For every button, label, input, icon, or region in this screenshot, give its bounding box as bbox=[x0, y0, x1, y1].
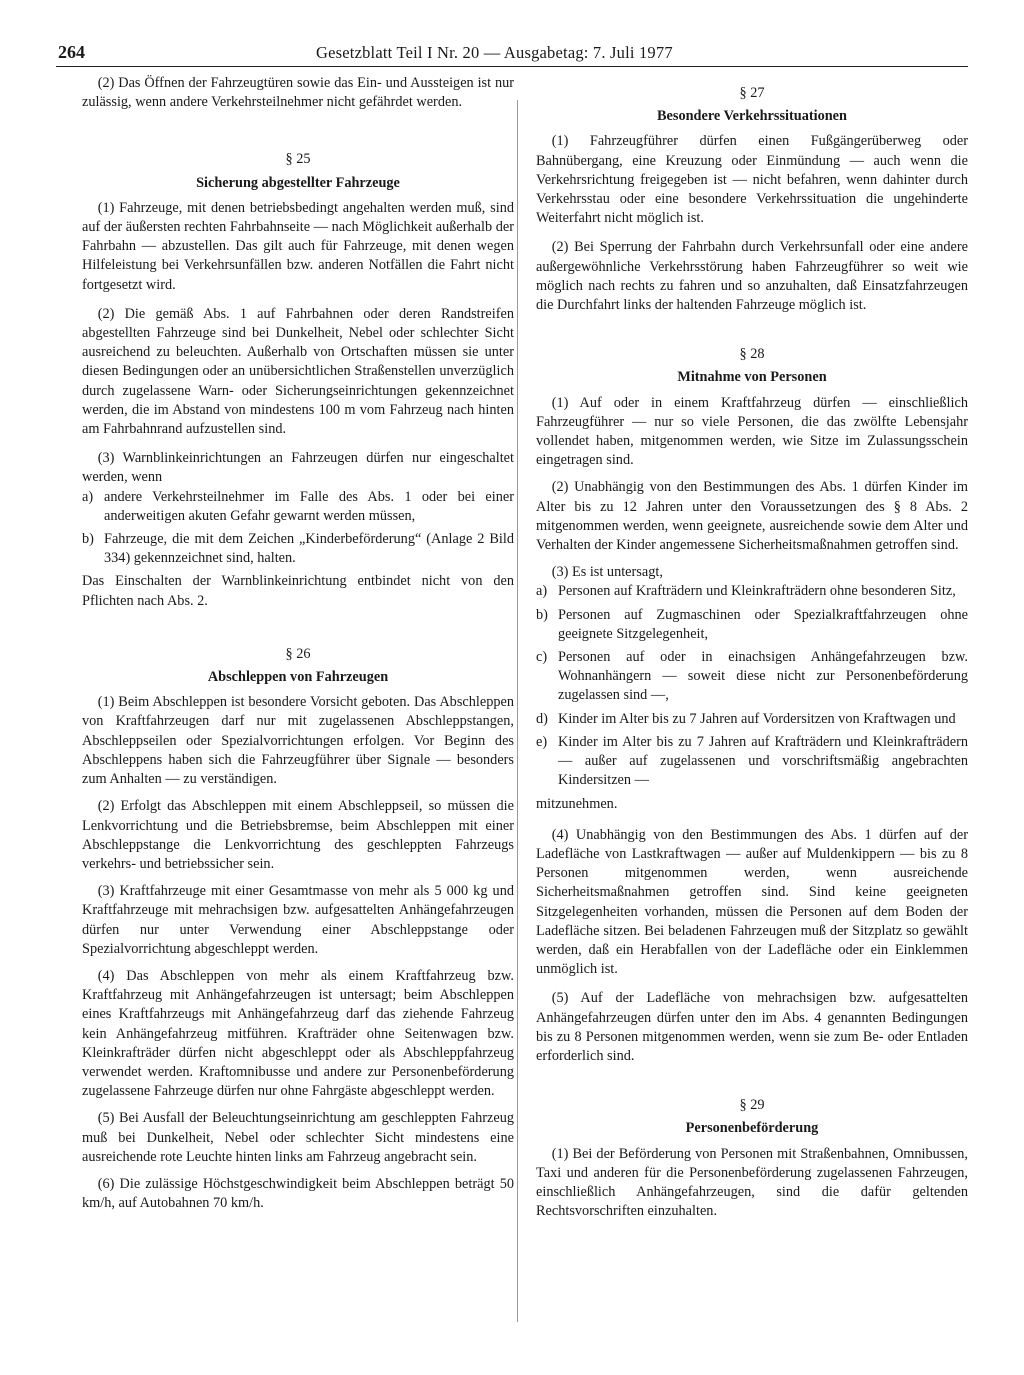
paragraph: (1) Fahrzeugführer dürfen einen Fußgängerüberweg oder Bahnübergang, eine Kreuzung oder Einmündung — auch wenn die Verkehrsrichtung freigegeben ist — nicht befahren, wenn dahinter durch Verkehrsstau oder eine besondere Verkehrssituation die ungehinderte Weiterfahrt nicht möglich ist. bbox=[536, 133, 968, 227]
paragraph: (3) Warnblinkeinrichtungen an Fahrzeugen dürfen nur eingeschaltet werden, wenn bbox=[82, 450, 514, 486]
section-title: Besondere Verkehrssituationen bbox=[657, 108, 847, 125]
list-item-text: Kinder im Alter bis zu 7 Jahren auf Vordersitzen von Kraftwagen und bbox=[558, 710, 956, 727]
list-item bbox=[536, 606, 968, 644]
section-number: § 26 bbox=[285, 645, 311, 662]
list-item-label: e) bbox=[536, 733, 548, 750]
section-title: Mitnahme von Personen bbox=[677, 369, 827, 386]
section-number: § 29 bbox=[739, 1097, 765, 1114]
section-number: § 27 bbox=[739, 85, 765, 101]
paragraph: (1) Fahrzeuge, mit denen betriebsbedingt angehalten werden muß, sind auf der äußersten rechten Fahrbahnseite — nach Möglichkeit außerhalb der Fahrbahn — abzustellen. Das gilt auch für Fahrzeuge, mit denen wegen Hilfeleistung bei Verkehrsunfällen bzw. anderen Notfällen die Fahrt nicht fortgesetzt wird. bbox=[82, 199, 514, 293]
paragraph: (2) Bei Sperrung der Fahrbahn durch Verkehrsunfall oder eine andere außergewöhnliche Verkehrsstörung haben Fahrzeugführer so weit wie möglich nach rechts zu fahren und so anzuhalten, daß Einsatzfahrzeugen die Durchfahrt links der haltenden Fahrzeuge möglich ist. bbox=[536, 239, 968, 314]
page-number: 264 bbox=[58, 42, 85, 62]
paragraph: (3) Es ist untersagt, bbox=[551, 564, 663, 581]
list-item bbox=[82, 488, 514, 526]
list-item bbox=[536, 582, 968, 601]
list-item bbox=[536, 733, 968, 791]
list-item-label: c) bbox=[536, 649, 548, 666]
paragraph: (2) Erfolgt das Abschleppen mit einem Abschleppseil, so müssen die Lenkvorrichtung und die Betriebsbremse, beim Abschleppen mit einer Abschleppstange die Lenkvorrichtung des geschleppten Fahrzeugs verkehrs- und betriebssicher sein. bbox=[82, 798, 514, 872]
section-number: § 28 bbox=[739, 346, 765, 363]
list-item bbox=[536, 648, 968, 706]
section-number: § 25 bbox=[285, 151, 311, 168]
enumeration-list bbox=[82, 488, 514, 569]
list-item-text: andere Verkehrsteilnehmer im Falle des Abs. 1 oder bei einer anderweitigen akuten Gefahr gewarnt werden müssen, bbox=[104, 488, 514, 524]
list-item-text: Personen auf Krafträdern und Kleinkrafträdern ohne besonderen Sitz, bbox=[558, 583, 956, 600]
list-item-label: a) bbox=[536, 583, 548, 600]
page-header bbox=[56, 42, 968, 67]
paragraph: (5) Bei Ausfall der Beleuchtungseinrichtung am geschleppten Fahrzeug muß bei Dunkelheit, Nebel oder schlechter Sicht mindestens eine ausreichende rote Leuchte hinten links am Fahrzeug angebracht sein. bbox=[82, 1110, 514, 1165]
paragraph: (1) Auf oder in einem Kraftfahrzeug dürfen — einschließlich Fahrzeugführer — nur so viele Personen, die das zwölfte Lebensjahr vollendet haben, mitgenommen werden, wie Sitze im Zulassungsschein eingetragen sind. bbox=[536, 394, 968, 469]
list-item-label: b) bbox=[536, 606, 548, 623]
enumeration-list bbox=[536, 582, 968, 790]
paragraph: (1) Bei der Beförderung von Personen mit Straßenbahnen, Omnibussen, Taxi und anderen für die Personenbeförderung zugelassenen Fahrzeugen, einschließlich Anhängefahrzeugen, sind die dafür geltenden Rechtsvorschriften einzuhalten. bbox=[536, 1145, 968, 1220]
paragraph: (3) Kraftfahrzeuge mit einer Gesamtmasse von mehr als 5 000 kg und Kraftfahrzeuge mit mehrachsigen bzw. aufgesattelten Anhängefahrzeugen dürfen nur unter Verwendung einer Abschleppstange oder Spezialvorrichtung abgeschleppt werden. bbox=[82, 883, 514, 957]
paragraph: Das Einschalten der Warnblinkeinrichtung entbindet nicht von den Pflichten nach Abs. 2. bbox=[82, 573, 514, 609]
list-item-label: a) bbox=[82, 488, 94, 505]
paragraph: (1) Beim Abschleppen ist besondere Vorsicht geboten. Das Abschleppen von Kraftfahrzeugen darf nur mit zugelassenen Abschleppstangen, Abschleppseilen oder Spezialvorrichtungen erfolgen. Vor Beginn des Abschleppens haben sich die Fahrzeugführer über Signale — besonders zum Anhalten — zu verständigen. bbox=[82, 694, 514, 788]
list-item-label: b) bbox=[82, 531, 94, 548]
list-item-text: Kinder im Alter bis zu 7 Jahren auf Krafträdern und Kleinkrafträdern — außer auf zugelassenen und vorschriftsmäßig angebrachten Kindersitzen — bbox=[558, 733, 968, 789]
paragraph: (2) Unabhängig von den Bestimmungen des Abs. 1 dürfen Kinder im Alter bis zu 12 Jahren unter den Voraussetzungen des § 8 Abs. 2 mitgenommen werden, wenn geeignete, ausreichende sowie dem Alter und Verhalten der Kinder angemessene Sicherheitsmaßnahmen getroffen sind. bbox=[536, 479, 968, 554]
section-title: Personenbeförderung bbox=[685, 1120, 819, 1137]
paragraph: mitzunehmen. bbox=[536, 795, 618, 812]
paragraph: (2) Die gemäß Abs. 1 auf Fahrbahnen oder deren Randstreifen abgestellten Fahrzeuge sind bei Dunkelheit, Nebel oder schlechter Sicht ausreichend zu beleuchten. Außerhalb von Ortschaften müssen sie unter diesen Bedingungen oder an unübersichtlichen Straßenstellen unverzüglich durch zugelassene Warn- oder Sicherungseinrichtungen gekennzeichnet werden, die im Abstand von mindestens 100 m vom Fahrzeug nach hinten am Fahrbahnrand aufzustellen sind. bbox=[82, 305, 514, 438]
list-item bbox=[82, 530, 514, 568]
list-item bbox=[536, 710, 968, 729]
running-title: Gesetzblatt Teil I Nr. 20 — Ausgabetag: 7. Juli 1977 bbox=[316, 43, 673, 62]
paragraph: (2) Das Öffnen der Fahrzeugtüren sowie das Ein- und Aussteigen ist nur zulässig, wenn andere Verkehrsteilnehmer nicht gefährdet werden. bbox=[82, 75, 514, 111]
paragraph: (4) Das Abschleppen von mehr als einem Kraftfahrzeug bzw. Kraftfahrzeug mit Anhängefahrzeugen ist untersagt; beim Abschleppen eines Kraftfahrzeugs mit Anhängefahrzeug darf das ziehende Fahrzeug kein Anhängefahrzeug mitführen. Krafträder ohne Seitenwagen bzw. Kleinkrafträder dürfen nicht abgeschleppt oder als Abschleppfahrzeug verwendet werden. Kraftomnibusse und andere zur Personenbeförderung zugelassene Fahrzeuge dürfen nur ohne Fahrgäste abgeschleppt werden. bbox=[82, 967, 514, 1100]
column-divider bbox=[517, 100, 518, 1322]
left-column bbox=[82, 74, 514, 1213]
section-title: Sicherung abgestellter Fahrzeuge bbox=[196, 174, 400, 191]
paragraph: (6) Die zulässige Höchstgeschwindigkeit beim Abschleppen beträgt 50 km/h, auf Autobahnen 70 km/h. bbox=[82, 1175, 514, 1212]
list-item-text: Personen auf oder in einachsigen Anhängefahrzeugen bzw. Wohnanhängern — soweit diese nicht zur Personenbeförderung zugelassen sind —, bbox=[558, 649, 968, 704]
list-item-text: Personen auf Zugmaschinen oder Spezialkraftfahrzeugen ohne geeignete Sitzgelegenheit, bbox=[558, 606, 968, 642]
list-item-label: d) bbox=[536, 710, 548, 727]
paragraph: (5) Auf der Ladefläche von mehrachsigen bzw. aufgesattelten Anhängefahrzeugen dürfen unter den im Abs. 4 genannten Bedingungen bis zu 8 Personen mitgenommen werden, wenn sie zum Be- oder Entladen erforderlich sind. bbox=[536, 990, 968, 1064]
list-item-text: Fahrzeuge, die mit dem Zeichen „Kinderbeförderung“ (Anlage 2 Bild 334) gekennzeichnet sind, halten. bbox=[104, 531, 514, 567]
section-title: Abschleppen von Fahrzeugen bbox=[207, 669, 389, 686]
paragraph: (4) Unabhängig von den Bestimmungen des Abs. 1 dürfen auf der Ladefläche von Lastkraftwagen — außer auf Muldenkippern — bis zu 8 Personen mitgenommen werden, wenn ausreichende Sicherheitsmaßnahmen getroffen sind. Sind keine geeigneten Sitzgelegenheiten vorhanden, müssen die Personen auf dem Boden der Ladefläche sitzen. Bei beladenen Fahrzeugen muß der Sitzplatz so gewählt werden, daß ein Herabfallen von der Ladefläche oder ein Einklemmen unmöglich ist. bbox=[536, 826, 968, 978]
right-column bbox=[536, 74, 968, 1221]
